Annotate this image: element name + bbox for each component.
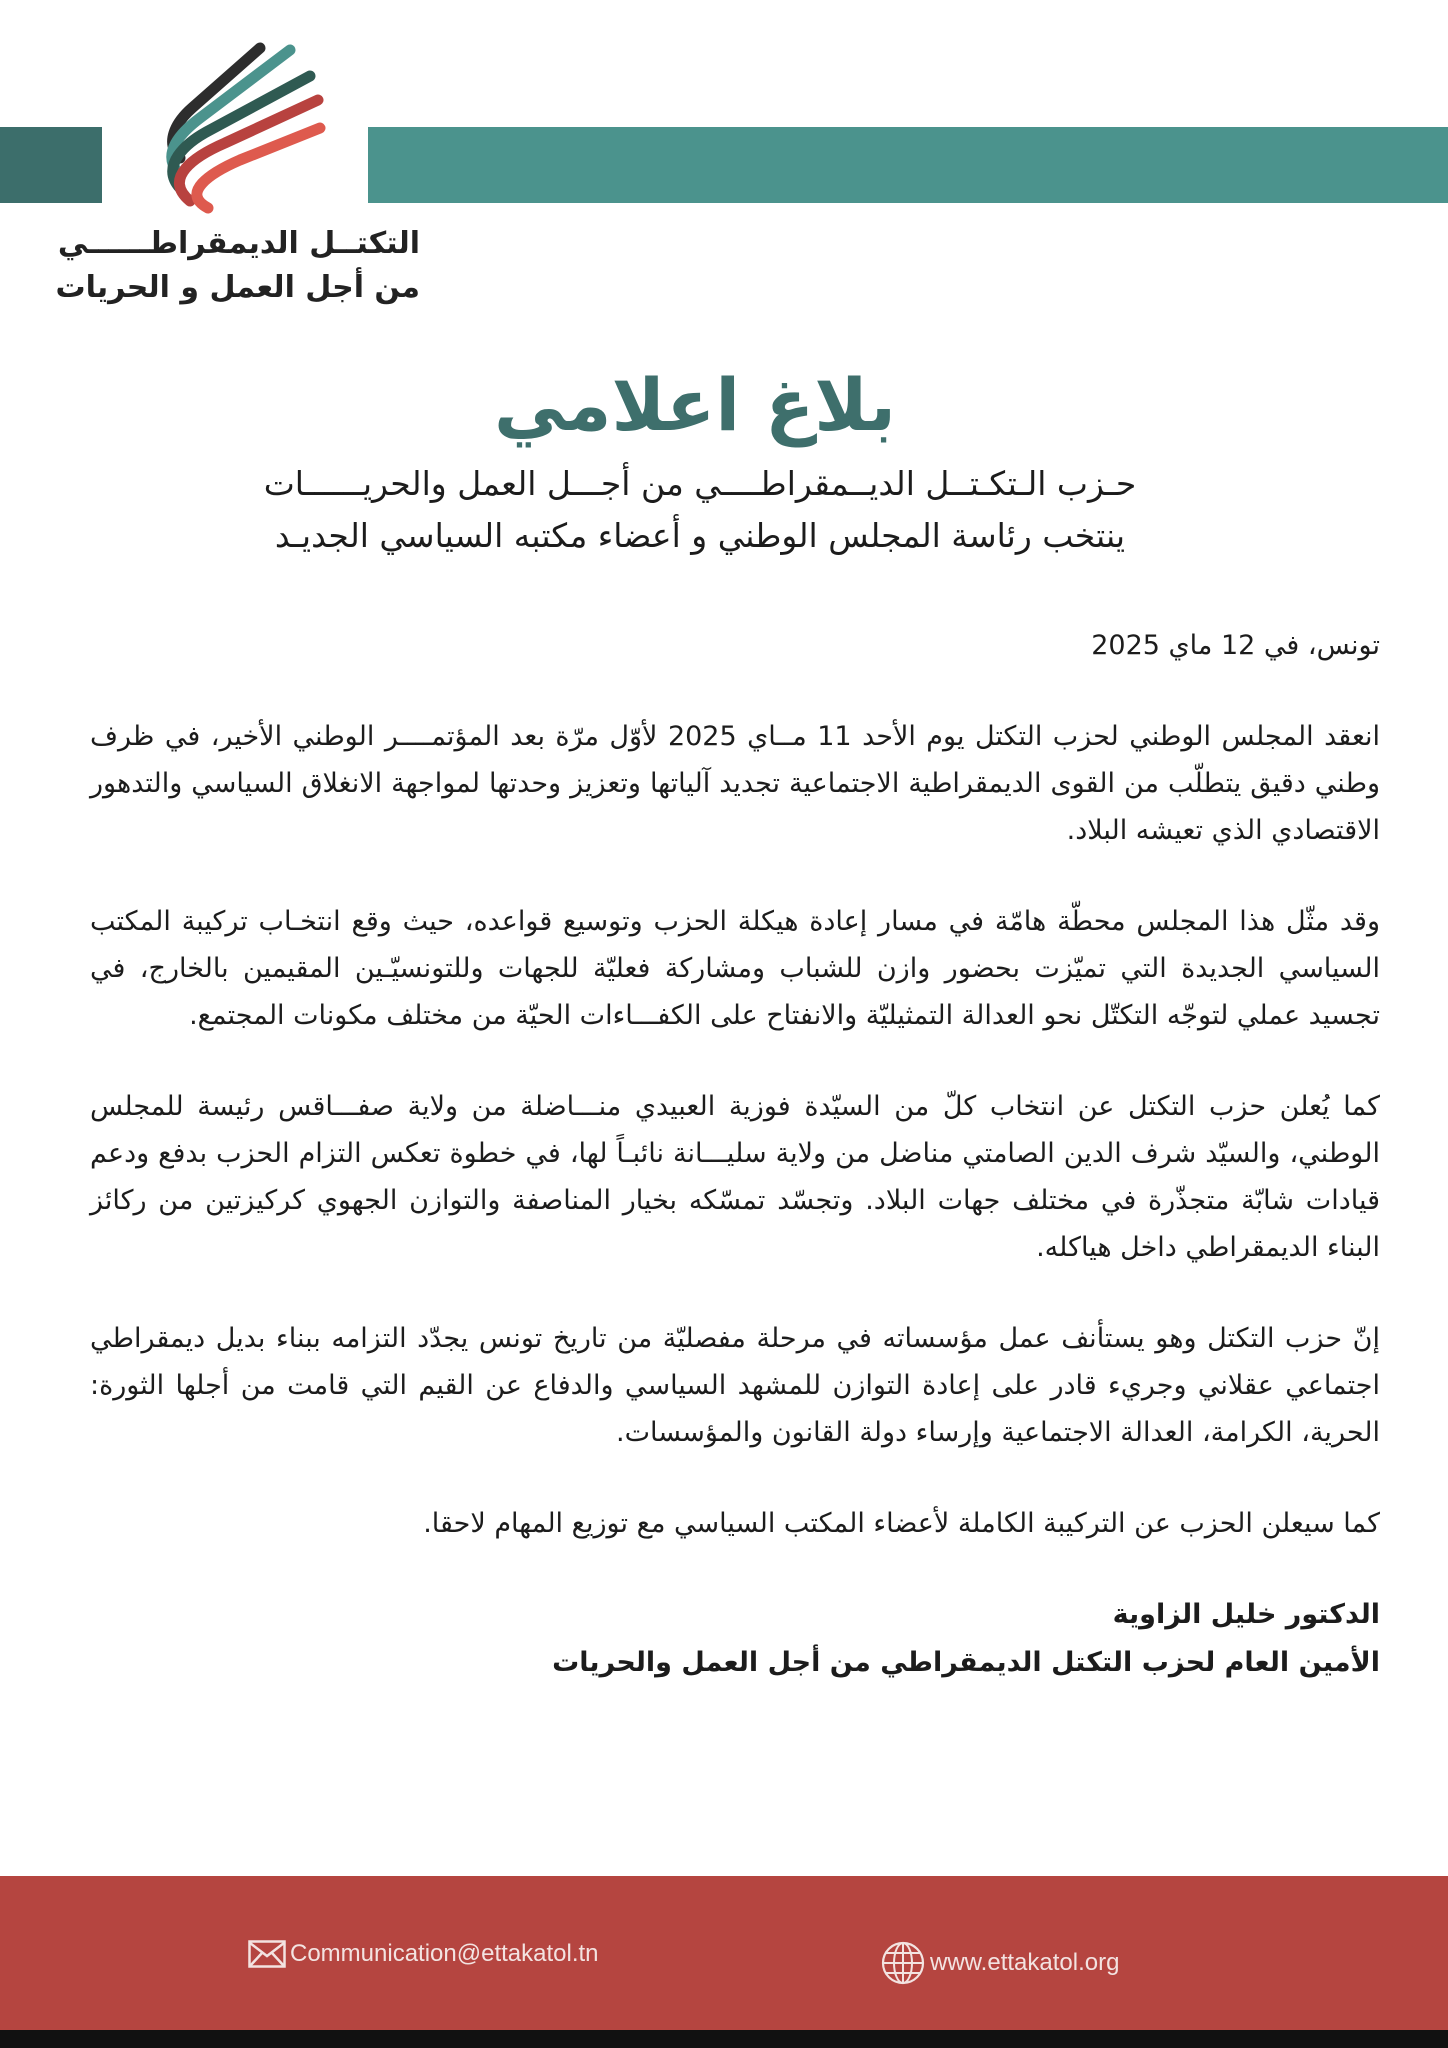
website-link[interactable]: www.ettakatol.org (930, 1949, 1120, 1976)
signature-name: الدكتور خليل الزاوية (1112, 1599, 1380, 1630)
email-contact[interactable] (248, 1940, 599, 1968)
document-body (90, 622, 1380, 1687)
party-logo (140, 38, 340, 218)
email-link[interactable]: Communication@ettakatol.tn (290, 1940, 599, 1967)
footer (0, 1876, 1448, 2030)
page-title: بلاغ اعلامي (494, 363, 896, 447)
paragraph-5: كما سيعلن الحزب عن التركيبة الكاملة لأعضاء المكتب السياسي مع توزيع المهام لاحقا. (423, 1508, 1380, 1539)
date-line: تونس، في 12 ماي 2025 (1091, 630, 1380, 661)
header-band-right (368, 127, 1448, 203)
paragraph-1: انعقد المجلس الوطني لحزب التكتل يوم الأحد 11 مــاي 2025 لأوّل مرّة بعد المؤتمــــر الوطني الأخير، في ظرف وطني دقيق يتطلّب من القوى الديمقراطية الاجتماعية تجديد آلياتها وتعزيز وحدتها لمواجهة الانغلاق السياسي والتدهور الاقتصادي الذي تعيشه البلاد. (90, 721, 1380, 846)
signature-role: الأمين العام لحزب التكتل الديمقراطي من أجل العمل والحريات (552, 1647, 1380, 1678)
subtitle (180, 458, 1220, 562)
footer-bottom-strip (0, 2030, 1448, 2048)
subtitle-line2: ينتخب رئاسة المجلس الوطني و أعضاء مكتبه السياسي الجديـد (274, 516, 1126, 555)
paragraph-3: كما يُعلن حزب التكتل عن انتخاب كلّ من السيّدة فوزية العبيدي منـــاضلة من ولاية صفـــاقس رئيسة للمجلس الوطني، والسيّد شرف الدين الصامتي مناضل من ولاية سليـــانة نائبـاً لها، في خطوة تعكس التزام الحزب بدفع ودعم قيادات شابّة متجذّرة في مختلف جهات البلاد. وتجسّد تمسّكه بخيار المناصفة والتوازن الجهوي كركيزتين من ركائز البناء الديمقراطي داخل هياكله. (90, 1091, 1380, 1263)
party-name-line1: التكتــل الديمقراطــــــي (57, 226, 420, 261)
party-name (40, 222, 420, 310)
envelope-icon (248, 1940, 286, 1968)
party-name-line2: من أجل العمل و الحريات (55, 270, 420, 305)
paragraph-2: وقد مثّل هذا المجلس محطّة هامّة في مسار إعادة هيكلة الحزب وتوسيع قواعده، حيث وقع انتخـاب تركيبة المكتب السياسي الجديدة التي تميّزت بحضور وازن للشباب ومشاركة فعليّة للجهات وللتونسيّـين المقيمين بالخارج، في تجسيد عملي لتوجّه التكتّل نحو العدالة التمثيليّة والانفتاح على الكفـــاءات الحيّة من مختلف مكونات المجتمع. (90, 906, 1380, 1031)
subtitle-line1: حـزب الـتكـتــل الديــمقراطــــي من أجـــل العمل والحريــــــات (263, 464, 1137, 503)
website-contact[interactable] (880, 1940, 1119, 1986)
header-band-left (0, 127, 102, 203)
globe-icon (880, 1940, 926, 1986)
paragraph-4: إنّ حزب التكتل وهو يستأنف عمل مؤسساته في مرحلة مفصليّة من تاريخ تونس يجدّد التزامه ببناء بديل ديمقراطي اجتماعي عقلاني وجريء قادر على إعادة التوازن للمشهد السياسي والدفاع عن القيم التي قامت من أجلها الثورة: الحرية، الكرامة، العدالة الاجتماعية وإرساء دولة القانون والمؤسسات. (90, 1323, 1380, 1448)
